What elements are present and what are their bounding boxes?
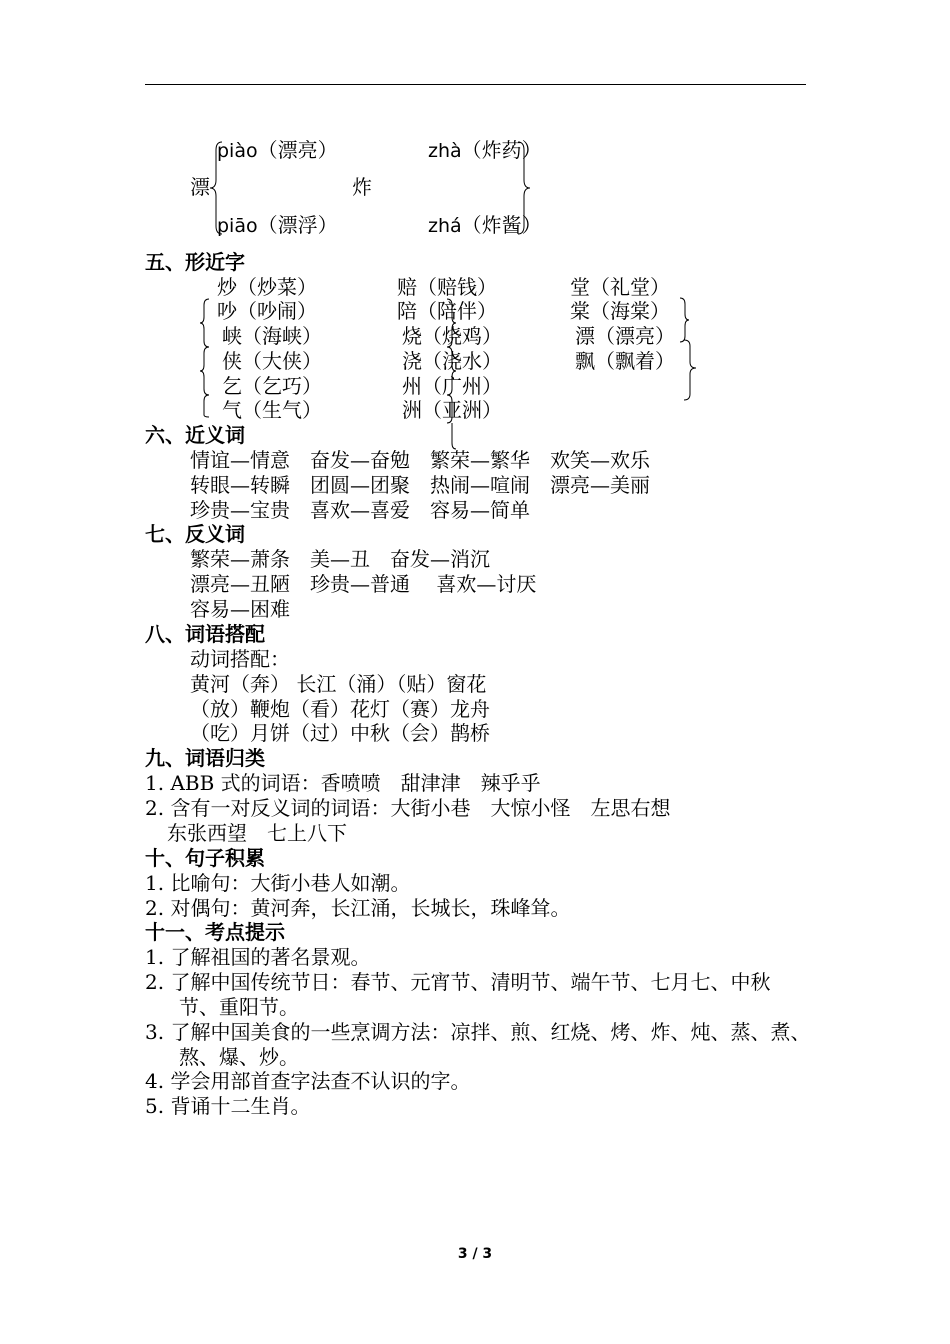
piao-brace — [208, 140, 226, 236]
piao-reading-2: piāo（漂浮） — [217, 213, 338, 237]
s8-sub: 动词搭配： — [190, 647, 290, 671]
s10-line: 2. 对偶句：黄河奔，长江涌，长城长，珠峰耸。 — [145, 896, 571, 920]
s5-col3-item: 棠（海棠） — [570, 299, 670, 323]
piao-char: 漂 — [190, 175, 210, 199]
s11-line: 2. 了解中国传统节日：春节、元宵节、清明节、端午节、七月七、中秋 — [145, 970, 771, 994]
s5-col2-item: 烧（烧鸡） — [402, 324, 502, 348]
s11-line: 5. 背诵十二生肖。 — [145, 1094, 311, 1118]
s5-col1-item: 吵（吵闹） — [217, 299, 317, 323]
s5-col1-item: 峡（海峡） — [222, 324, 322, 348]
s5-col3-item: 飘（飘着） — [575, 349, 675, 373]
s5-col2-item: 洲（亚洲） — [402, 398, 502, 422]
s5-col2-item: 陪（陪伴） — [397, 299, 497, 323]
section-6-title: 六、近义词 — [145, 423, 245, 447]
s11-line: 3. 了解中国美食的一些烹调方法：凉拌、煎、红烧、烤、炸、炖、蒸、煮、 — [145, 1020, 811, 1044]
s6-line: 转眼—转瞬 团圆—团聚 热闹—喧闹 漂亮—美丽 — [190, 473, 650, 497]
s8-line: （放）鞭炮（看）花灯（赛）龙舟 — [190, 697, 490, 721]
s7-line: 容易—困难 — [190, 597, 290, 621]
s5-col1-item: 乞（乞巧） — [222, 374, 322, 398]
section-11-title: 十一、考点提示 — [145, 920, 285, 944]
s5-col1-item: 气（生气） — [222, 398, 322, 422]
section-10-title: 十、句子积累 — [145, 846, 265, 870]
s7-line: 繁荣—萧条 美—丑 奋发—消沉 — [190, 547, 490, 571]
s5-col3-braces — [678, 296, 700, 404]
s11-line: 节、重阳节。 — [179, 995, 299, 1019]
s11-line: 1. 了解祖国的著名景观。 — [145, 945, 371, 969]
s5-col1-item: 侠（大侠） — [222, 349, 322, 373]
s5-col3-item: 漂（漂亮） — [575, 324, 675, 348]
s7-line: 漂亮—丑陋 珍贵—普通 喜欢—讨厌 — [190, 572, 537, 596]
section-7-title: 七、反义词 — [145, 522, 245, 546]
s5-col1-braces — [199, 297, 213, 419]
s10-line: 1. 比喻句：大街小巷人如潮。 — [145, 871, 411, 895]
s9-line: 1. ABB 式的词语：香喷喷 甜津津 辣乎乎 — [145, 771, 541, 795]
s5-col2-item: 州（广州） — [402, 374, 502, 398]
s5-col1-item: 炒（炒菜） — [217, 275, 317, 299]
s6-line: 珍贵—宝贵 喜欢—喜爱 容易—简单 — [190, 498, 530, 522]
s8-line: 黄河（奔） 长江（涌）（贴）窗花 — [190, 672, 487, 696]
section-5-title: 五、形近字 — [145, 250, 245, 274]
zha-brace — [514, 140, 532, 236]
header-rule — [145, 84, 806, 85]
s9-line: 东张西望 七上八下 — [167, 821, 347, 845]
s5-col2-item: 浇（浇水） — [402, 349, 502, 373]
s6-line: 情谊—情意 奋发—奋勉 繁荣—繁华 欢笑—欢乐 — [190, 448, 650, 472]
section-9-title: 九、词语归类 — [145, 746, 265, 770]
zha-reading-1: zhà（炸药） — [428, 138, 542, 162]
s5-col2-braces — [443, 297, 457, 457]
piao-reading-1: piào（漂亮） — [217, 138, 338, 162]
s5-col2-item: 赔（赔钱） — [397, 275, 497, 299]
s5-col3-item: 堂（礼堂） — [570, 275, 670, 299]
zha-reading-2: zhá（炸酱） — [428, 213, 542, 237]
s8-line: （吃）月饼（过）中秋（会）鹊桥 — [190, 721, 490, 745]
page-number: 3 / 3 — [457, 1246, 493, 1262]
s11-line: 熬、爆、炒。 — [179, 1045, 299, 1069]
section-8-title: 八、词语搭配 — [145, 622, 265, 646]
zha-char: 炸 — [352, 175, 372, 199]
s11-line: 4. 学会用部首查字法查不认识的字。 — [145, 1069, 471, 1093]
s9-line: 2. 含有一对反义词的词语：大街小巷 大惊小怪 左思右想 — [145, 796, 671, 820]
